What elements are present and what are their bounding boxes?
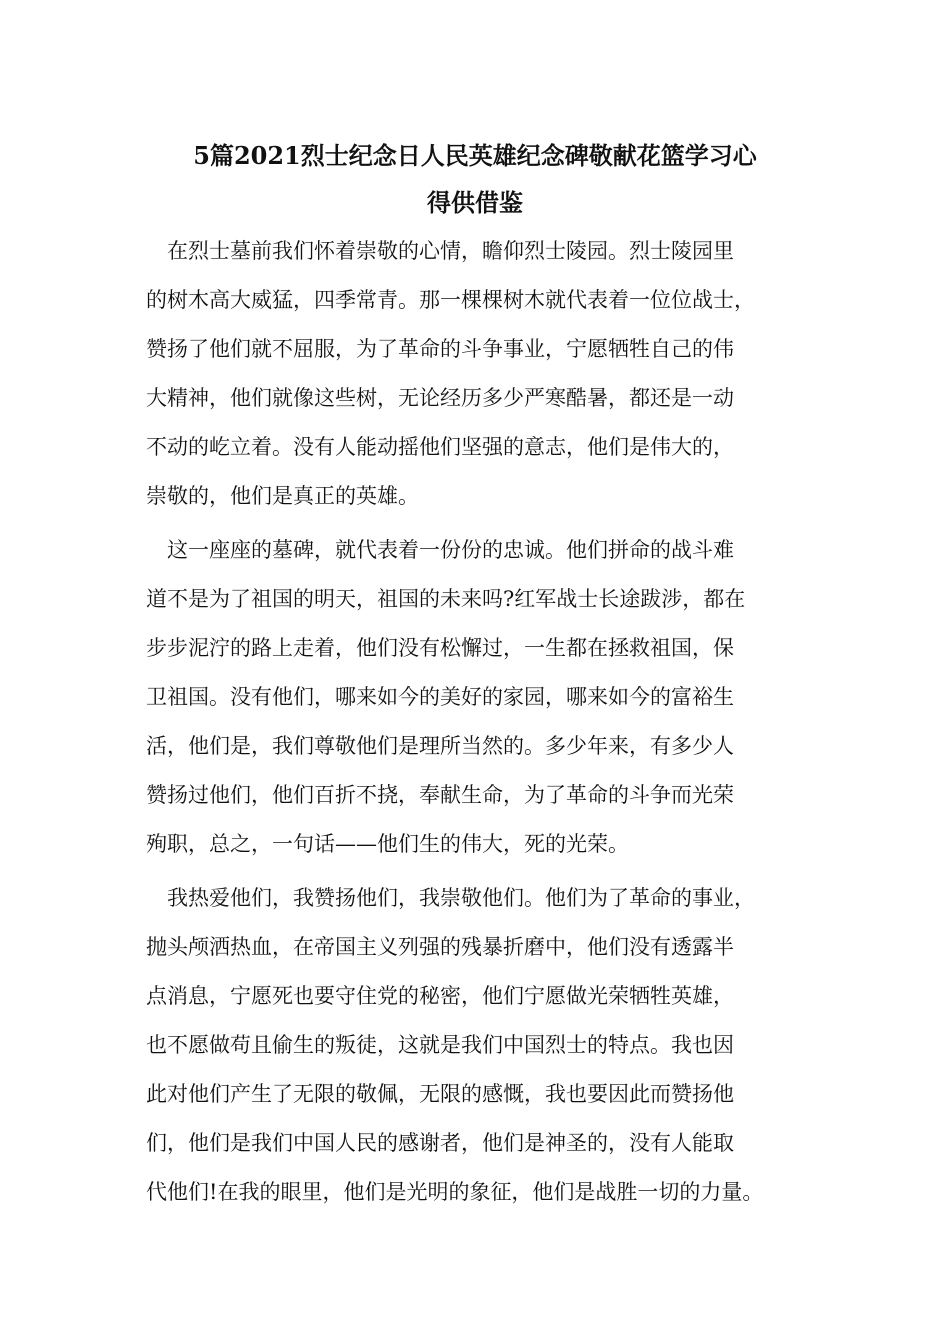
paragraph-line: 也不愿做苟且偷生的叛徒，这就是我们中国烈士的特点。我也因 (146, 1033, 734, 1057)
paragraph-line: 我热爱他们，我赞扬他们，我崇敬他们。他们为了革命的事业， (146, 886, 755, 910)
paragraph-line: 不动的屹立着。没有人能动摇他们坚强的意志，他们是伟大的， (146, 435, 734, 459)
paragraph-line: 步步泥泞的路上走着，他们没有松懈过，一生都在拯救祖国，保 (146, 636, 734, 660)
paragraph-line: 道不是为了祖国的明天，祖国的未来吗?红军战士长途跋涉，都在 (146, 587, 746, 611)
paragraph-line: 赞扬过他们，他们百折不挠，奉献生命，为了革命的斗争而光荣 (146, 783, 734, 807)
paragraph-line: 这一座座的墓碑，就代表着一份份的忠诚。他们拼命的战斗难 (146, 538, 734, 562)
paragraph-line: 点消息，宁愿死也要守住党的秘密，他们宁愿做光荣牺牲英雄， (146, 984, 734, 1008)
paragraph-line: 代他们!在我的眼里，他们是光明的象征，他们是战胜一切的力量。 (146, 1180, 764, 1204)
paragraph-line: 崇敬的，他们是真正的英雄。 (146, 484, 419, 508)
paragraph-line: 此对他们产生了无限的敬佩，无限的感慨，我也要因此而赞扬他 (146, 1082, 734, 1106)
document-title-line-1: 5篇2021烈士纪念日人民英雄纪念碑敬献花篮学习心 (193, 141, 757, 170)
paragraph-line: 的树木高大威猛，四季常青。那一棵棵树木就代表着一位位战士， (146, 288, 755, 312)
paragraph-line: 大精神，他们就像这些树，无论经历多少严寒酷暑，都还是一动 (146, 386, 734, 410)
paragraph-line: 殉职，总之，一句话——他们生的伟大，死的光荣。 (146, 832, 629, 856)
paragraph-line: 在烈士墓前我们怀着崇敬的心情，瞻仰烈士陵园。烈士陵园里 (146, 239, 734, 263)
paragraph-line: 抛头颅洒热血，在帝国主义列强的残暴折磨中，他们没有透露半 (146, 935, 734, 959)
paragraph-line: 赞扬了他们就不屈服，为了革命的斗争事业，宁愿牺牲自己的伟 (146, 337, 734, 361)
document-title-line-2: 得供借鉴 (427, 188, 523, 217)
paragraph-line: 活，他们是，我们尊敬他们是理所当然的。多少年来，有多少人 (146, 734, 734, 758)
paragraph-line: 卫祖国。没有他们，哪来如今的美好的家园，哪来如今的富裕生 (146, 685, 734, 709)
paragraph-line: 们，他们是我们中国人民的感谢者，他们是神圣的，没有人能取 (146, 1131, 734, 1155)
